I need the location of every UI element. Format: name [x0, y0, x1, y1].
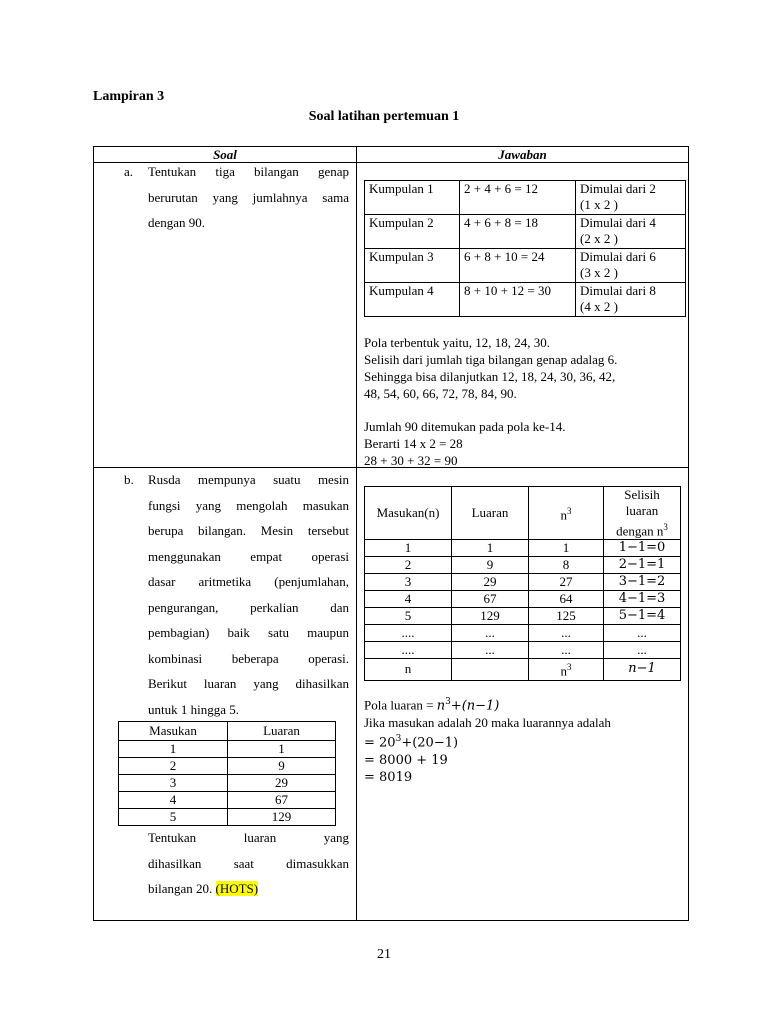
- question-b-text: [148, 467, 349, 722]
- table-row: [365, 591, 681, 608]
- machine-table: [364, 486, 681, 681]
- group-sum: 4 + 6 + 8 = 18: [460, 215, 576, 249]
- table-cell: 1: [228, 741, 336, 758]
- table-row: [365, 642, 681, 659]
- group-start: Dimulai dari 2 (1 x 2 ): [576, 181, 686, 215]
- column-header: $n^3$: [529, 487, 604, 540]
- table-cell: [452, 659, 529, 680]
- group-sum: 2 + 4 + 6 = 12: [460, 181, 576, 215]
- table-cell: 5: [365, 608, 452, 625]
- question-a-line: berurutan yang jumlahnya sama: [148, 189, 349, 205]
- question-b-line: Tentukan luaran yang: [148, 830, 349, 845]
- column-header: Selisih luaran dengan $n^3$: [604, 487, 681, 540]
- table-cell: ...: [604, 625, 681, 642]
- table-cell: 1: [529, 540, 604, 557]
- table-cell: 1−1=0: [604, 540, 681, 557]
- table-cell: 2: [365, 557, 452, 574]
- table-cell: 9: [228, 758, 336, 775]
- column-header: Luaran: [228, 722, 336, 741]
- table-cell: $n^3$: [529, 659, 604, 680]
- answer-line: 28 + 30 + 32 = 90: [364, 453, 458, 468]
- page-subtitle: Soal latihan pertemuan 1: [308, 109, 460, 124]
- groups-table: [364, 180, 686, 317]
- question-b-line: bilangan 20. (HOTS): [148, 881, 259, 896]
- table-cell: ...: [452, 625, 529, 642]
- table-row: [365, 574, 681, 591]
- question-a-text: [148, 159, 349, 236]
- question-a-marker: a.: [124, 164, 134, 179]
- group-start: Dimulai dari 8 (4 x 2 ): [576, 283, 686, 317]
- question-b-prompt: [148, 825, 349, 902]
- question-b-line: menggunakan empat operasi: [148, 548, 349, 564]
- page-number: 21: [377, 947, 391, 962]
- answer-line: = $20^3+(20-1)$: [364, 734, 459, 751]
- question-b-line: untuk 1 hingga 5.: [148, 701, 239, 717]
- table-cell: 1: [119, 741, 228, 758]
- table-cell: 1: [452, 540, 529, 557]
- table-cell: 1: [365, 540, 452, 557]
- table-row: [119, 792, 336, 809]
- table-cell: 67: [452, 591, 529, 608]
- table-cell: 4: [365, 591, 452, 608]
- question-b-line: fungsi yang mengolah masukan: [148, 497, 349, 513]
- question-b-line: pembagian) baik satu maupun: [148, 625, 349, 640]
- column-divider: [356, 147, 357, 920]
- question-b-line: dihasilkan saat dimasukkan: [148, 855, 349, 871]
- table-cell: 5: [119, 809, 228, 826]
- hots-badge: (HOTS): [215, 881, 259, 896]
- table-cell: n: [365, 659, 452, 680]
- question-b-line: berupa bilangan. Mesin tersebut: [148, 523, 349, 538]
- table-row: [119, 775, 336, 792]
- answer-line: Selisih dari jumlah tiga bilangan genap adalag 6.: [364, 352, 618, 367]
- column-header: Masukan: [119, 722, 228, 741]
- answer-line: Jumlah 90 ditemukan pada pola ke-14.: [364, 419, 566, 434]
- table-cell: 5−1=4: [604, 608, 681, 625]
- table-cell: 2−1=1: [604, 557, 681, 574]
- table-cell: 3: [119, 775, 228, 792]
- table-cell: 129: [228, 809, 336, 826]
- answer-a-conclusion: [364, 418, 565, 469]
- table-cell: 3−1=2: [604, 574, 681, 591]
- table-cell: 2: [119, 758, 228, 775]
- header-jawaban: Jawaban: [498, 147, 547, 162]
- table-row: [365, 215, 686, 249]
- table-cell: ....: [365, 642, 452, 659]
- question-b-line: kombinasi beberapa operasi.: [148, 650, 349, 666]
- table-cell: ....: [365, 625, 452, 642]
- input-output-table: [118, 721, 336, 826]
- question-b-marker: b.: [124, 472, 134, 487]
- question-a-line: Tentukan tiga bilangan genap: [148, 164, 349, 179]
- answer-a-explanation: [364, 334, 617, 402]
- table-cell: 3: [365, 574, 452, 591]
- group-name: Kumpulan 1: [365, 181, 460, 215]
- table-cell: ...: [529, 642, 604, 659]
- group-name: Kumpulan 4: [365, 283, 460, 317]
- table-row: [365, 557, 681, 574]
- table-cell: ...: [604, 642, 681, 659]
- table-cell: 29: [228, 775, 336, 792]
- question-b-line: Berikut luaran yang dihasilkan: [148, 676, 349, 691]
- table-cell: 9: [452, 557, 529, 574]
- answer-line: = 8000 + 19: [364, 752, 448, 768]
- answer-line: = 8019: [364, 769, 413, 785]
- group-name: Kumpulan 2: [365, 215, 460, 249]
- table-row: [365, 487, 681, 540]
- table-row: [365, 181, 686, 215]
- question-b-line: pengurangan, perkalian dan: [148, 599, 349, 615]
- table-cell: 64: [529, 591, 604, 608]
- group-sum: 8 + 10 + 12 = 30: [460, 283, 576, 317]
- column-header: Masukan(n): [365, 487, 452, 540]
- pattern-line: Pola luaran = $n^3+(n-1)$: [364, 697, 500, 714]
- table-cell: 125: [529, 608, 604, 625]
- table-cell: n−1: [604, 659, 681, 680]
- answer-b-solution: [364, 694, 611, 786]
- group-name: Kumpulan 3: [365, 249, 460, 283]
- table-row: [365, 625, 681, 642]
- column-header: Luaran: [452, 487, 529, 540]
- table-row: [365, 659, 681, 680]
- group-start: Dimulai dari 4 (2 x 2 ): [576, 215, 686, 249]
- table-cell: 4−1=3: [604, 591, 681, 608]
- table-cell: 4: [119, 792, 228, 809]
- table-row: [365, 283, 686, 317]
- question-b-line: Rusda mempunya suatu mesin: [148, 472, 349, 487]
- group-sum: 6 + 8 + 10 = 24: [460, 249, 576, 283]
- table-row: [365, 608, 681, 625]
- answer-line: Sehingga bisa dilanjutkan 12, 18, 24, 30, 36, 42,: [364, 369, 616, 384]
- table-cell: 27: [529, 574, 604, 591]
- table-row: [365, 540, 681, 557]
- appendix-label: Lampiran 3: [93, 89, 165, 104]
- group-start: Dimulai dari 6 (3 x 2 ): [576, 249, 686, 283]
- table-cell: ...: [529, 625, 604, 642]
- answer-line: 48, 54, 60, 66, 72, 78, 84, 90.: [364, 386, 517, 401]
- table-cell: 29: [452, 574, 529, 591]
- table-cell: 67: [228, 792, 336, 809]
- table-row: [119, 722, 336, 741]
- table-row: [365, 249, 686, 283]
- answer-line: Berarti 14 x 2 = 28: [364, 436, 463, 451]
- table-cell: 129: [452, 608, 529, 625]
- answer-line: Pola terbentuk yaitu, 12, 18, 24, 30.: [364, 335, 550, 350]
- table-cell: ...: [452, 642, 529, 659]
- question-a-line: dengan 90.: [148, 215, 206, 230]
- answer-line: Jika masukan adalah 20 maka luarannya adalah: [364, 715, 611, 731]
- table-row: [119, 741, 336, 758]
- table-row: [119, 758, 336, 775]
- table-cell: 8: [529, 557, 604, 574]
- question-b-line: dasar aritmetika (penjumlahan,: [148, 574, 349, 589]
- table-row: [119, 809, 336, 826]
- header-soal: Soal: [213, 147, 237, 162]
